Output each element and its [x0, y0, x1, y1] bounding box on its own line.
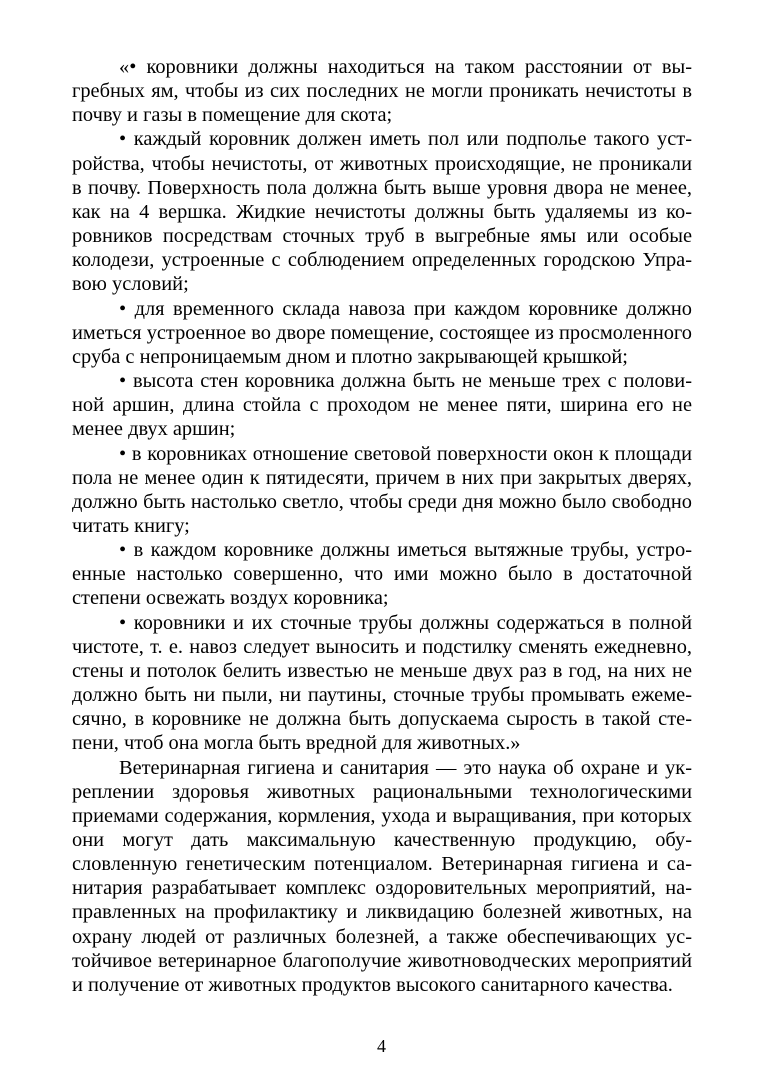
paragraph-veterinary-hygiene: Ветеринарная гигиена и санитария — это наука об охране и укреплении здоровья животных рациональными технологическими приемами содержания, кормления, ухода и выращивания, при которых они могут дать максимальную качественную продукцию, обусловленную генетическим потенциалом. Ветеринарная гигиена и санитария разрабатывает комплекс оздоровительных мероприятий, направленных на профилактику и ликвидацию болезней животных, на охрану людей от различных болезней, а также обеспечивающих устойчивое ветеринарное благополучие животноводческих мероприятий и получение от животных продуктов высокого санитарного качества. — [72, 756, 692, 996]
paragraph-wall-height: • высота стен коровника должна быть не меньше трех с половиной аршин, длина стойла с проходом не менее пяти, ширина его не менее двух аршин; — [72, 370, 692, 441]
paragraph-lighting: • в коровниках отношение световой поверхности окон к площади пола не менее один к пятидесяти, причем в них при закрытых дверях, должно быть настолько светло, чтобы среди дня можно было свободно читать книгу; — [72, 442, 692, 537]
paragraph-ventilation: • в каждом коровнике должны иметься вытяжные трубы, устроенные настолько совершенно, что ими можно было в достаточной степени освежать воздух коровника; — [72, 539, 692, 610]
paragraph-cowshed-distance: «• коровники должны находиться на таком расстоянии от выгребных ям, чтобы из сих последних не могли проникать нечистоты в почву и газы в помещение для скота; — [72, 56, 692, 127]
paragraph-manure-storage: • для временного склада навоза при каждом коровнике должно иметься устроенное во дворе помещение, состоящее из просмоленного сруба с непроницаемым дном и плотно закрывающей крышкой; — [72, 297, 692, 368]
paragraph-cowshed-floor: • каждый коровник должен иметь пол или подполье такого устройства, чтобы нечистоты, от животных происходящие, не проникали в почву. Поверхность пола должна быть выше уровня двора не менее, как на 4 вершка. Жидкие нечистоты должны быть удаляемы из коровников посредствам сточных труб в выгребные ямы или особые колодези, устроенные с соблюдением определенных городскою Управою условий; — [72, 128, 692, 296]
page-body — [72, 55, 692, 997]
page-number: 4 — [377, 1036, 386, 1056]
paragraph-cleanliness: • коровники и их сточные трубы должны содержаться в полной чистоте, т. е. навоз следует выносить и подстилку сменять ежедневно, стены и потолок белить известью не меньше двух раз в год, на них не должно быть ни пыли, ни паутины, сточные трубы промывать ежемесячно, в коровнике не должна быть допускаема сырость в такой степени, чтоб она могла быть вредной для животных.» — [72, 611, 692, 755]
